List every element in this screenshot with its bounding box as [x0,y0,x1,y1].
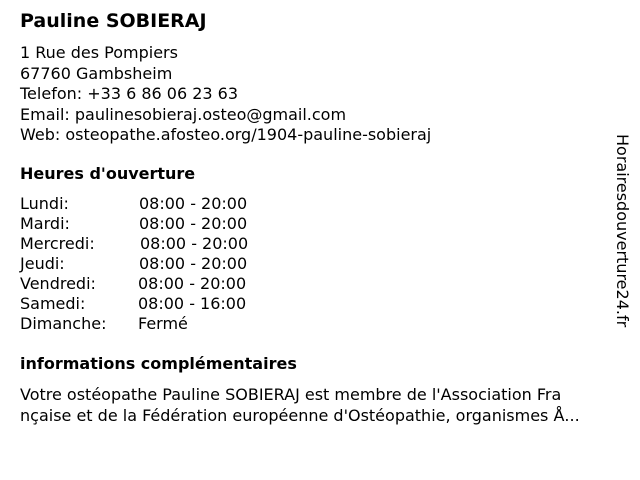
day-label: Mardi: [20,214,70,233]
description-line-2: nçaise et de la Fédération européenne d'Ostéopathie, organismes Å... [20,406,580,425]
time-range: 08:00 - 20:00 [139,194,248,213]
time-range: Fermé [138,314,188,333]
time-range: 08:00 - 20:00 [140,234,249,253]
info-heading: informations complémentaires [20,354,297,373]
web-line: Web: osteopathe.afosteo.org/1904-pauline-sobieraj [20,125,432,144]
hours-row-mercredi [20,234,320,254]
opening-hours-list [20,194,320,334]
hours-row-samedi [20,294,320,314]
time-range: 08:00 - 20:00 [139,254,248,273]
day-label: Jeudi: [20,254,65,273]
brand-text: Horairesdouverture24.fr [613,134,632,328]
description-line-1: Votre ostéopathe Pauline SOBIERAJ est membre de l'Association Fra [20,385,562,404]
hours-row-mardi [20,214,320,234]
day-label: Lundi: [20,194,69,213]
address-street: 1 Rue des Pompiers [20,43,178,62]
day-label: Samedi: [20,294,86,313]
hours-heading: Heures d'ouverture [20,164,196,183]
address-city: 67760 Gambsheim [20,63,173,83]
hours-row-vendredi [20,274,320,294]
business-name: Pauline SOBIERAJ [20,10,207,32]
email-line: Email: paulinesobieraj.osteo@gmail.com [20,104,347,124]
phone-line: Telefon: +33 6 86 06 23 63 [20,84,239,103]
time-range: 08:00 - 20:00 [139,214,248,233]
day-label: Mercredi: [20,234,95,253]
hours-row-dimanche [20,314,320,334]
hours-row-jeudi [20,254,320,274]
time-range: 08:00 - 16:00 [138,294,247,313]
day-label: Vendredi: [20,274,96,293]
time-range: 08:00 - 20:00 [138,274,247,293]
contact-block [20,43,431,146]
day-label: Dimanche: [20,314,107,333]
hours-row-lundi [20,194,320,214]
description-text [20,384,630,426]
brand-watermark [611,134,633,344]
